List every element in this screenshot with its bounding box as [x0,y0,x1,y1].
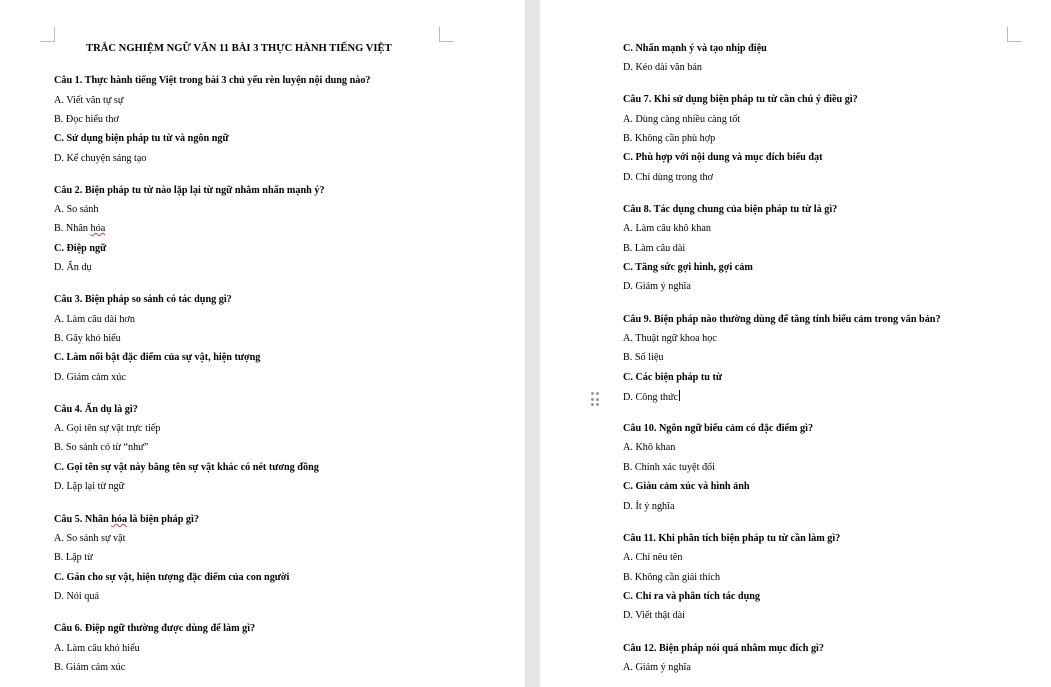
q9-option-b: B. Số liệu [623,352,664,363]
document-page-right[interactable] [540,0,1051,687]
question-11: Câu 11. Khi phân tích biện pháp tu từ cần làm gì? [623,533,841,544]
margin-crop-mark [40,27,55,42]
question-8: Câu 8. Tác dụng chung của biện pháp tu từ là gì? [623,204,838,215]
drag-handle-icon[interactable] [591,392,599,408]
q3-option-a: A. Làm câu dài hơn [54,314,135,325]
q1-option-b: B. Đọc hiểu thơ [54,114,119,125]
q5-option-c: C. Gán cho sự vật, hiện tượng đặc điểm của con người [54,572,290,583]
q7-option-d: D. Chỉ dùng trong thơ [623,172,714,183]
document-page-left[interactable] [0,0,525,687]
q11-option-c: C. Chỉ ra và phân tích tác dụng [623,591,760,602]
q11-option-b: B. Không cần giải thích [623,572,721,583]
q2-option-b [54,222,105,235]
question-9: Câu 9. Biện pháp nào thường dùng để tăng tính biểu cảm trong văn bản? [623,314,941,325]
q10-option-b: B. Chính xác tuyệt đối [623,462,715,473]
q2-option-a: A. So sánh [54,204,99,215]
q6-option-a: A. Làm câu khó hiểu [54,643,140,654]
q1-option-a: A. Viết văn tự sự [54,95,124,106]
q4-option-c: C. Gọi tên sự vật này bằng tên sự vật khác có nét tương đồng [54,462,319,473]
q8-option-a: A. Làm câu khô khan [623,223,711,234]
q7-option-b: B. Không cần phù hợp [623,133,716,144]
q9-option-d [623,390,680,404]
document-title: TRẮC NGHIỆM NGỮ VĂN 11 BÀI 3 THỰC HÀNH TIẾNG VIỆT [86,43,392,54]
question-4: Câu 4. Ẩn dụ là gì? [54,404,138,415]
q1-option-d: D. Kể chuyện sáng tạo [54,153,147,164]
q4-option-d: D. Lặp lại từ ngữ [54,481,125,492]
question-10: Câu 10. Ngôn ngữ biểu cảm có đặc điểm gì? [623,423,814,434]
q7-option-c: C. Phù hợp với nội dung và mục đích biểu đạt [623,152,823,163]
question-12: Câu 12. Biện pháp nói quá nhằm mục đích gì? [623,643,824,654]
q12-option-a: A. Giảm ý nghĩa [623,662,691,673]
q8-option-d: D. Giảm ý nghĩa [623,281,691,292]
q3-option-d: D. Giảm cảm xúc [54,372,126,383]
q3-option-c: C. Làm nổi bật đặc điểm của sự vật, hiện tượng [54,352,261,363]
q10-option-a: A. Khô khan [623,442,676,453]
q6-option-d: D. Kéo dài văn bản [623,62,702,73]
q8-option-b: B. Làm câu dài [623,243,686,254]
q4-option-a: A. Gọi tên sự vật trực tiếp [54,423,161,434]
q11-option-d: D. Viết thật dài [623,610,686,621]
q10-option-d: D. Ít ý nghĩa [623,501,675,512]
q5-option-a: A. So sánh sự vật [54,533,126,544]
question-2: Câu 2. Biện pháp tu từ nào lặp lại từ ngữ nhằm nhấn mạnh ý? [54,185,325,196]
question-7: Câu 7. Khi sử dụng biện pháp tu từ cần chú ý điều gì? [623,94,858,105]
margin-crop-mark [1007,27,1022,42]
q3-option-b: B. Gây khó hiểu [54,333,121,344]
q5-option-b: B. Lặp từ [54,552,93,563]
q9-option-a: A. Thuật ngữ khoa học [623,333,717,344]
q5-text-prefix: Câu 5. Nhân [54,514,112,525]
margin-crop-mark [439,27,454,42]
q5-option-d: D. Nói quá [54,591,99,602]
question-3: Câu 3. Biện pháp so sánh có tác dụng gì? [54,294,232,305]
spelling-underline-word[interactable]: hóa [111,514,128,525]
spelling-underline-word[interactable]: hóa [90,223,106,234]
question-1: Câu 1. Thực hành tiếng Việt trong bài 3 chủ yếu rèn luyện nội dung nào? [54,75,371,86]
q6-option-b: B. Giảm cảm xúc [54,662,126,673]
q8-option-c: C. Tăng sức gợi hình, gợi cảm [623,262,753,273]
q4-option-b: B. So sánh có từ “như” [54,442,149,453]
q5-text-suffix: là biện pháp gì? [127,514,199,525]
q2-option-c: C. Điệp ngữ [54,243,107,254]
question-6: Câu 6. Điệp ngữ thường được dùng để làm gì? [54,623,256,634]
q9-option-d-text: D. Công thức [623,392,679,403]
question-5 [54,513,199,526]
text-cursor [679,390,680,401]
q11-option-a: A. Chỉ nêu tên [623,552,683,563]
q1-option-c: C. Sử dụng biện pháp tu từ và ngôn ngữ [54,133,229,144]
q2-option-d: D. Ẩn dụ [54,262,92,273]
q10-option-c: C. Giàu cảm xúc và hình ảnh [623,481,750,492]
q2-option-b-text: B. Nhân [54,223,91,234]
q7-option-a: A. Dùng càng nhiều càng tốt [623,114,741,125]
q9-option-c: C. Các biện pháp tu từ [623,372,722,383]
q6-option-c: C. Nhấn mạnh ý và tạo nhịp điệu [623,43,767,54]
